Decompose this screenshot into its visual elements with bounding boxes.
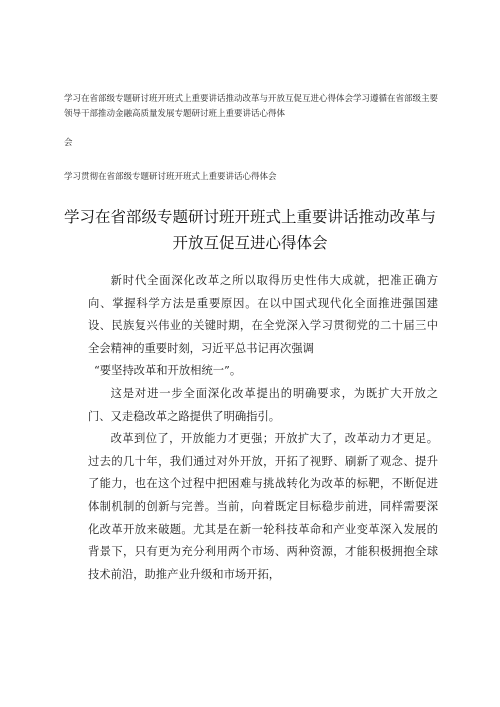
toc-entry-1-continued[interactable]: 会 <box>64 138 73 148</box>
paragraph-2: 这是对进一步全面深化改革提出的明确要求，为既扩大开放之门、又走稳改革之路提供了明确指引。 <box>88 386 438 423</box>
article-title-line-1: 学习在省部级专题研讨班开班式上重要讲话推动改革与 <box>63 208 436 226</box>
toc-entry-1[interactable]: 学习在省部级专题研讨班开班式上重要讲话推动改革与开放互促互进心得体会学习遵循在省部级主要领导干部推动金融高质量发展专题研讨班上重要讲话心得体 <box>64 94 439 119</box>
article-body <box>88 270 438 586</box>
paragraph-1: 新时代全面深化改革之所以取得历史性伟大成就，把准正确方向、掌握科学方法是重要原因。在以中国式现代化全面推进强国建设、民族复兴伟业的关键时期，在全党深入学习贯彻党的二十届三中全会精神的重要时刻，习近平总书记再次强调 <box>88 274 438 355</box>
toc-entry-2[interactable]: 学习贯彻在省部级专题研讨班开班式上重要讲话心得体会 <box>64 172 277 182</box>
article-title <box>40 204 460 256</box>
paragraph-quote: “要坚持改革和开放相统一”。 <box>94 364 242 378</box>
paragraph-3: 改革到位了，开放能力才更强；开放扩大了，改革动力才更足。过去的几十年，我们通过对外开放，开拓了视野、刷新了观念、提升了能力，也在这个过程中把困难与挑战转化为改革的标靶，不断促进体制机制的创新与完善。当前，向着既定目标稳步前进，同样需要深化改革开放来破题。尤其是在新一轮科技革命和产业变革深入发展的背景下，只有更为充分利用两个市场、两种资源，才能积极拥抱全球技术前沿，助推产业升级和市场开拓， <box>88 432 438 581</box>
article-title-line-2: 开放互促互进心得体会 <box>172 234 328 252</box>
